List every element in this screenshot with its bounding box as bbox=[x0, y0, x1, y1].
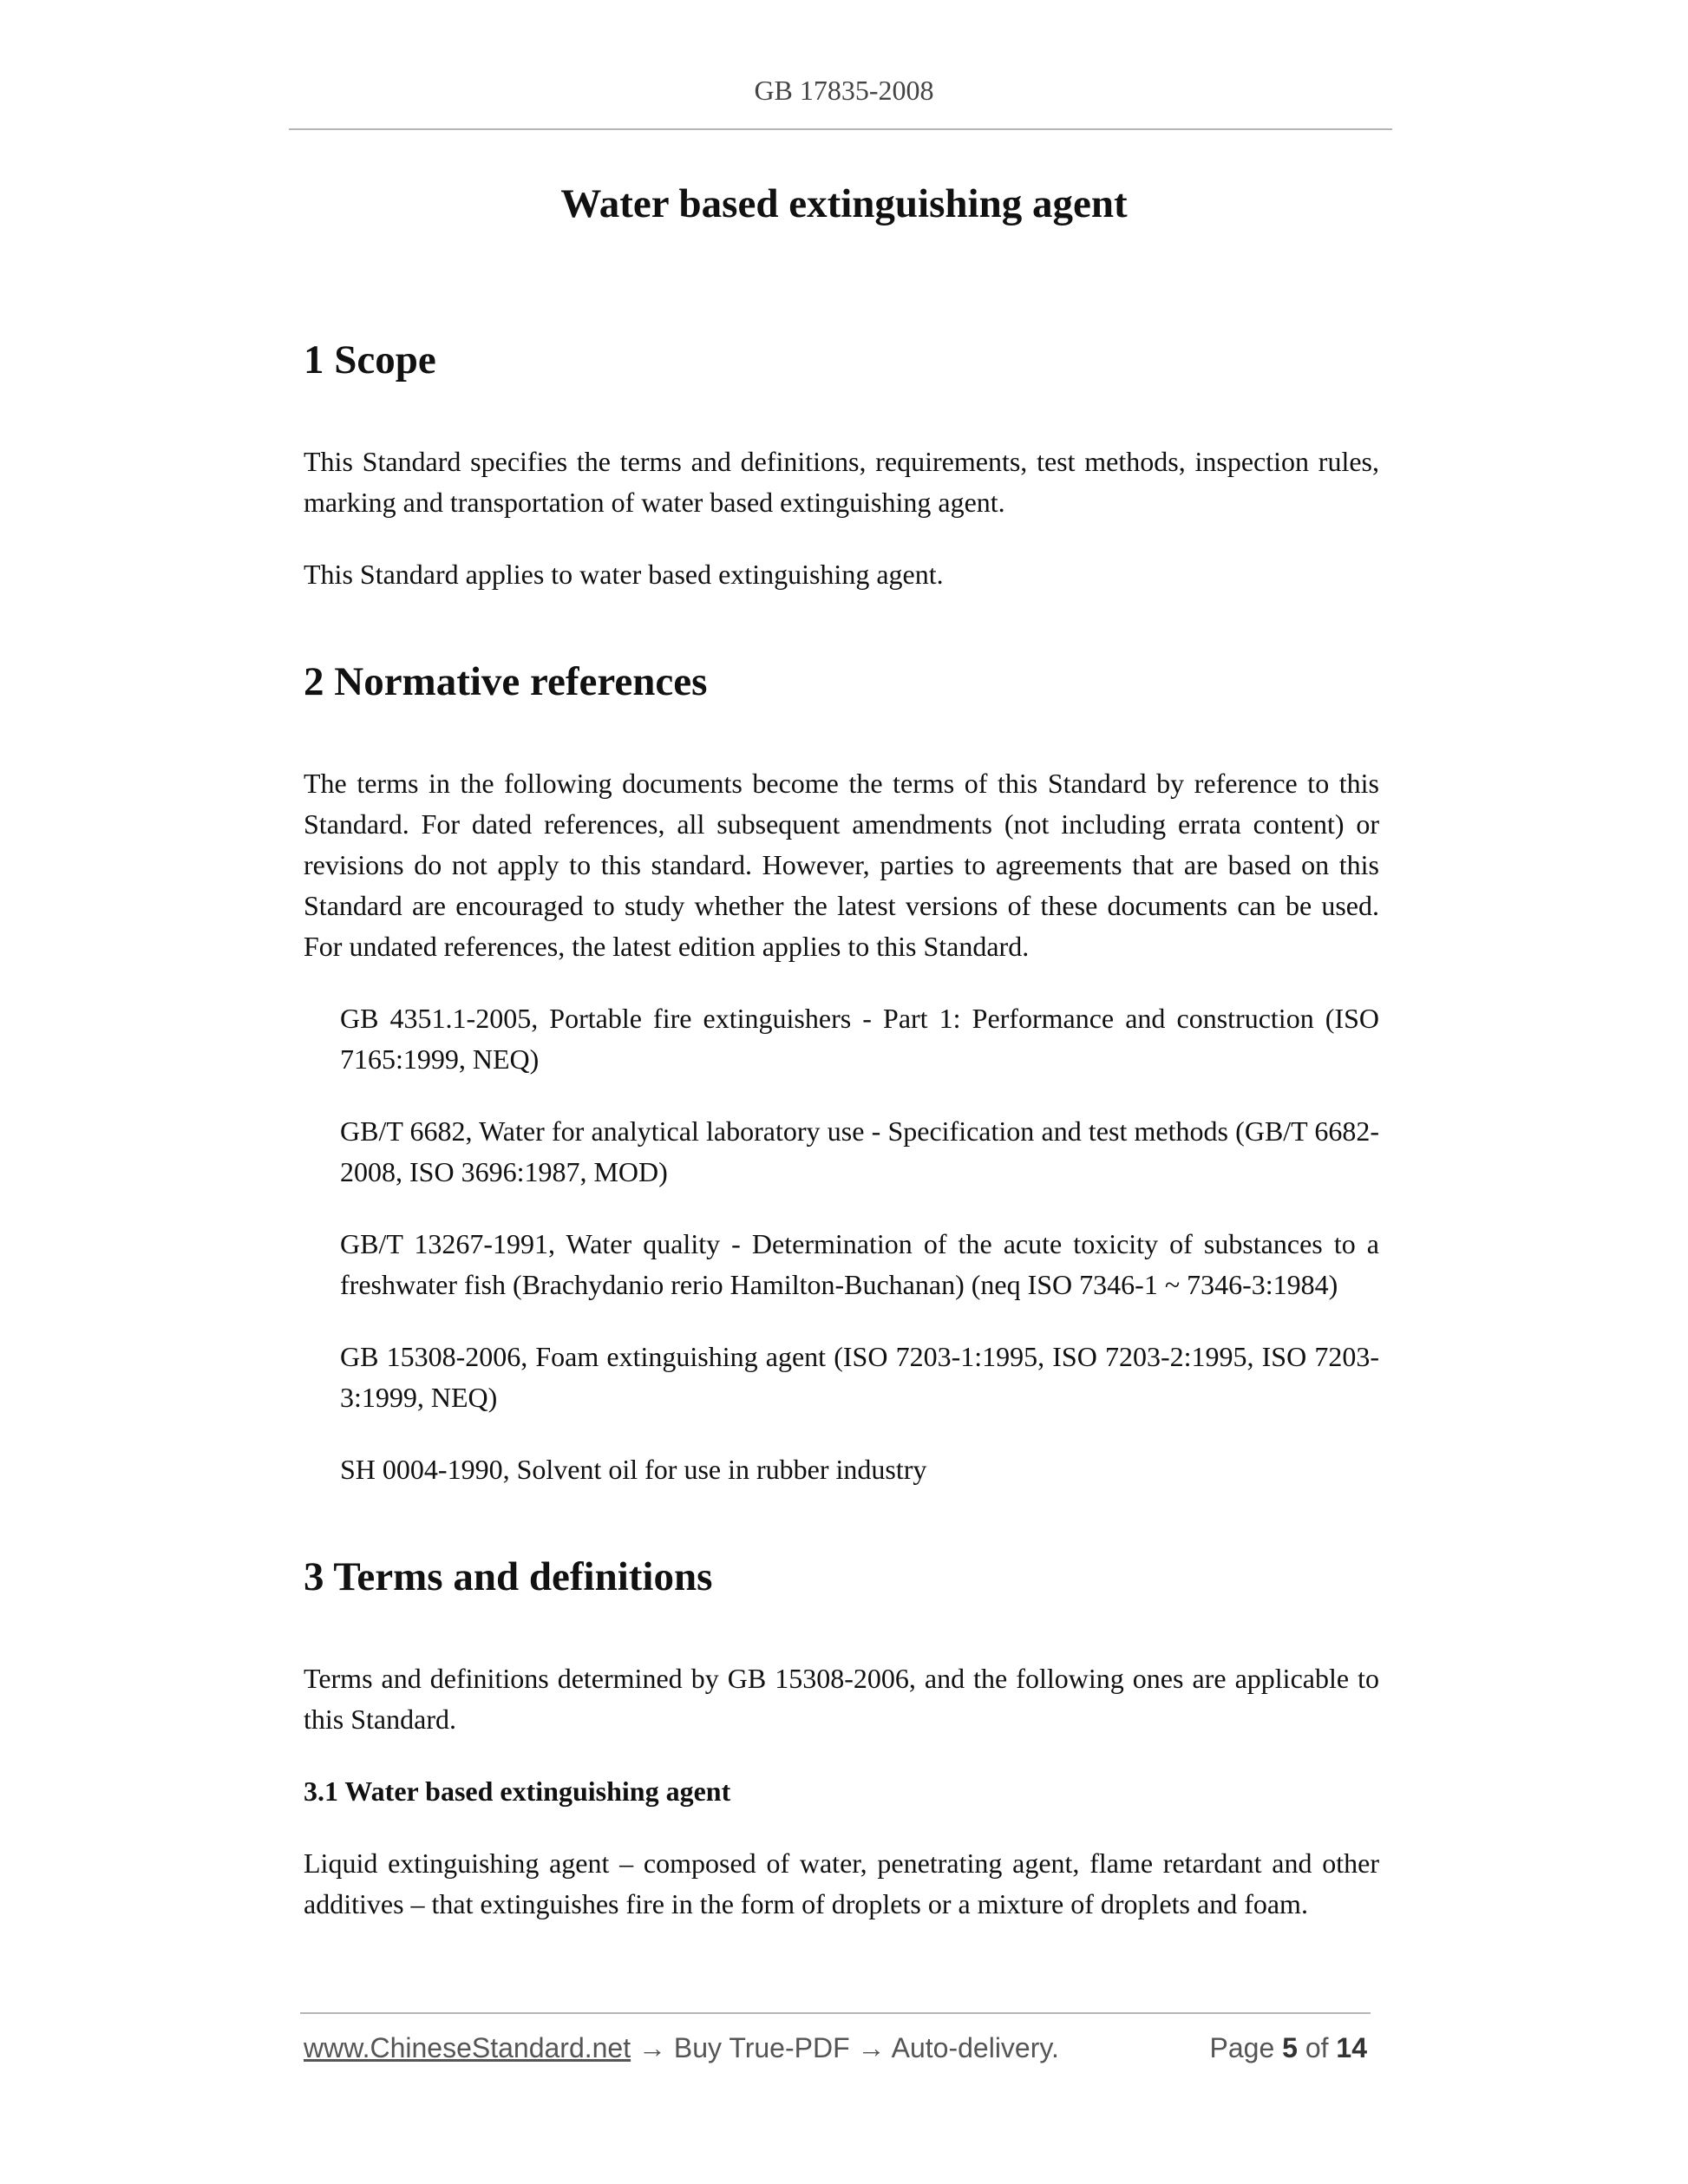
page-of-label: of bbox=[1305, 2032, 1329, 2063]
section-heading-scope: 1 Scope bbox=[304, 337, 436, 383]
definition-paragraph: Liquid extinguishing agent – composed of water, penetrating agent, flame retardant and other additives – that extinguishes fire in the form of droplets or a mixture of droplets and foam. bbox=[304, 1847, 1379, 1919]
footer-divider bbox=[300, 2012, 1371, 2014]
reference-item: GB/T 13267-1991, Water quality - Determination of the acute toxicity of substances to a freshwater fish (Brachydanio rerio Hamilton-Buchanan) (neq ISO 7346-1 ~ 7346-3:1984) bbox=[340, 1228, 1379, 1300]
terms-intro-paragraph: Terms and definitions determined by GB 15308-2006, and the following ones are applicable to this Standard. bbox=[304, 1663, 1379, 1735]
section-heading-normative-references: 2 Normative references bbox=[304, 659, 708, 704]
section-heading-terms-definitions: 3 Terms and definitions bbox=[304, 1554, 713, 1599]
page-number bbox=[1210, 2032, 1367, 2064]
document-title: Water based extinguishing agent bbox=[560, 181, 1128, 226]
reference-item: GB 15308-2006, Foam extinguishing agent (ISO 7203-1:1995, ISO 7203-2:1995, ISO 7203-3:1999, NEQ) bbox=[340, 1341, 1379, 1413]
reference-item: GB/T 6682, Water for analytical laboratory use - Specification and test methods (GB/T 6682-2008, ISO 3696:1987, MOD) bbox=[340, 1115, 1379, 1187]
reference-item: SH 0004-1990, Solvent oil for use in rubber industry bbox=[340, 1454, 927, 1485]
page-label: Page bbox=[1209, 2032, 1275, 2063]
page-total: 14 bbox=[1336, 2032, 1367, 2063]
document-body bbox=[304, 334, 1379, 1956]
reference-item: GB 4351.1-2005, Portable fire extinguishers - Part 1: Performance and construction (ISO 7165:1999, NEQ) bbox=[340, 1003, 1379, 1075]
normative-intro-paragraph: The terms in the following documents become the terms of this Standard by reference to this Standard. For dated references, all subsequent amendments (not including errata content) or revisions do not apply to this standard. However, parties to agreements that are based on this Standard are encouraged to study whether the latest versions of these documents can be used. For undated references, the latest edition applies to this Standard. bbox=[304, 768, 1379, 962]
footer-tagline: → Buy True-PDF → Auto-delivery. bbox=[631, 2032, 1059, 2063]
subsection-heading-3-1: 3.1 Water based extinguishing agent bbox=[304, 1775, 731, 1807]
website-link[interactable]: www.ChineseStandard.net bbox=[304, 2032, 631, 2063]
page-header: GB 17835-2008 bbox=[754, 75, 934, 106]
scope-paragraph-2: This Standard applies to water based extinguishing agent. bbox=[304, 559, 944, 590]
scope-paragraph-1: This Standard specifies the terms and definitions, requirements, test methods, inspection rules, marking and transportation of water based extinguishing agent. bbox=[304, 446, 1379, 518]
page-footer bbox=[304, 2032, 1367, 2064]
page-current: 5 bbox=[1282, 2032, 1298, 2063]
header-divider bbox=[289, 128, 1392, 130]
